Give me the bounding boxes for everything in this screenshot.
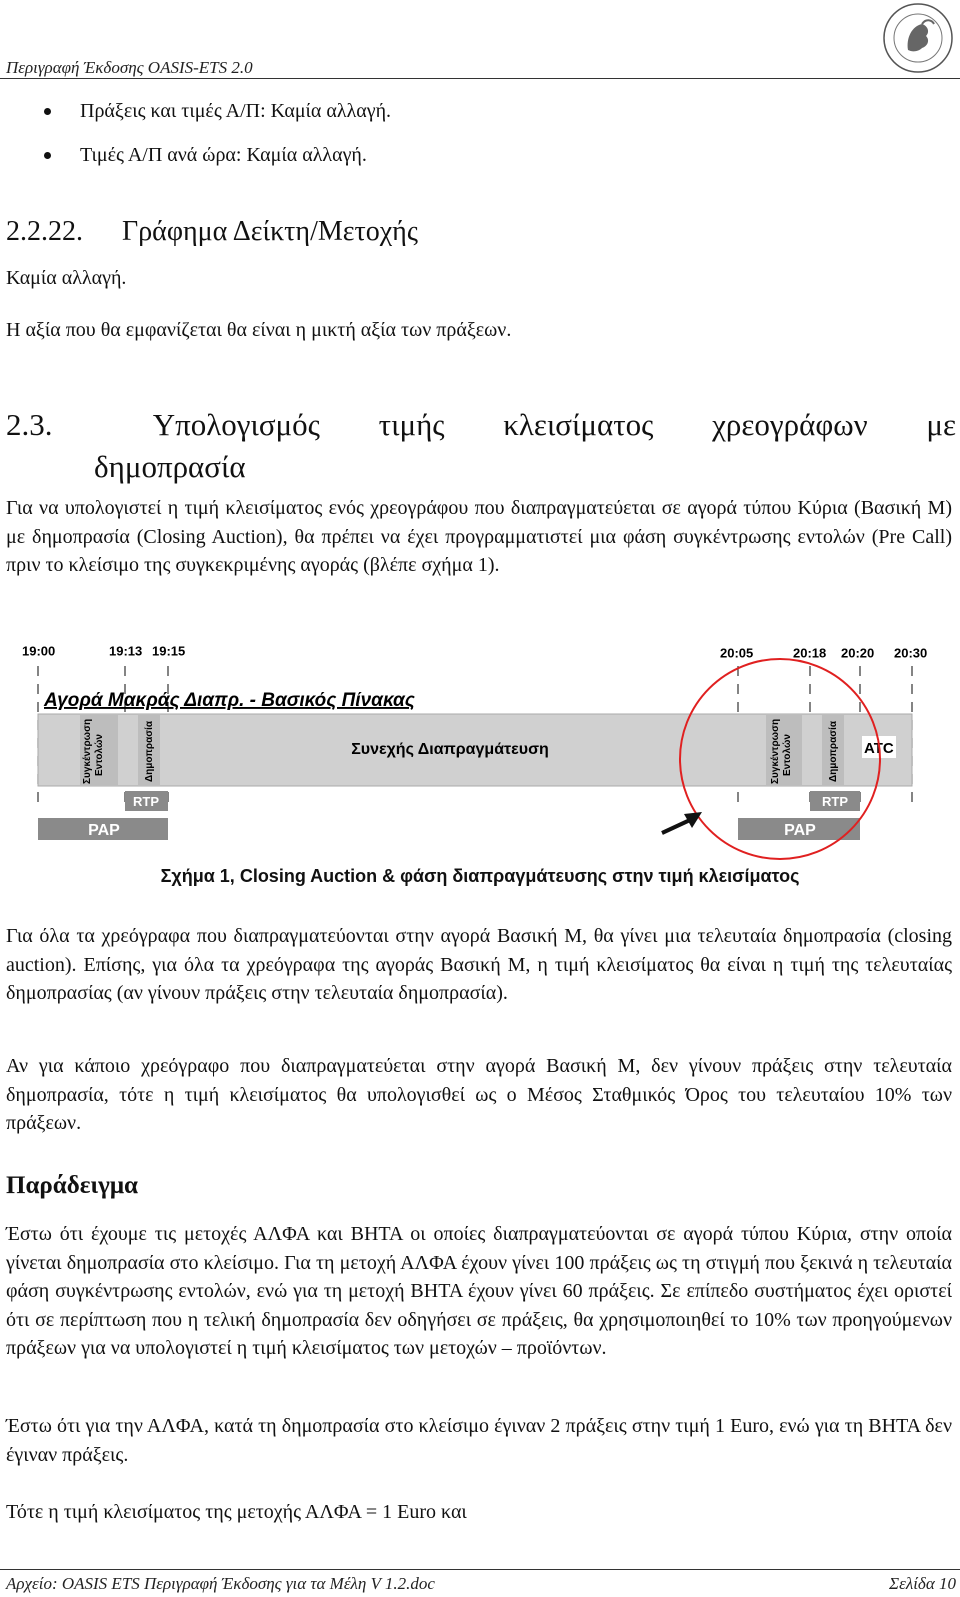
time-label: 20:05 xyxy=(720,645,754,661)
figure-caption: Σχήμα 1, Closing Auction & φάση διαπραγμάτευσης στην τιμή κλεισίματος xyxy=(160,866,800,886)
bullet-list xyxy=(40,96,940,184)
rtp-label: RTP xyxy=(822,794,848,809)
list-item: Τιμές Α/Π ανά ώρα: Καμία αλλαγή. xyxy=(40,140,940,184)
continuous-trading-label: Συνεχής Διαπραγμάτευση xyxy=(351,741,549,758)
time-label: 20:20 xyxy=(841,645,875,661)
time-label: 19:13 xyxy=(109,643,143,659)
time-label: 20:30 xyxy=(894,645,928,661)
section-23-intro: Για να υπολογιστεί η τιμή κλεισίματος ενός χρεογράφου που διαπραγματεύεται σε αγορά τύπου Κύρια (Βασική Μ) με δημοπρασία (Closing Auction), θα πρέπει να έχει προγραμματιστεί μια φάση συγκέντρωσης εντολών (Pre Call) πριν το κλείσιμο της συγκεκριμένης αγοράς (βλέπε σχήμα 1). xyxy=(6,497,952,576)
section-222-line: Η αξία που θα εμφανίζεται θα είναι η μικτή αξία των πράξεων. xyxy=(6,319,512,341)
pre-call-label: Συγκέντρωση xyxy=(82,718,93,784)
header-title: Περιγραφή Έκδοσης OASIS-ETS 2.0 xyxy=(6,58,253,77)
page-number: Σελίδα 10 xyxy=(889,1574,956,1593)
market-title: Αγορά Μακράς Διαπρ. - Βασικός Πίνακας xyxy=(44,690,415,711)
time-label: 19:15 xyxy=(152,643,186,659)
paragraph: Για όλα τα χρεόγραφα που διαπραγματεύονται στην αγορά Βασική Μ, θα γίνει μια τελευταία δημοπρασία (closing auction). Επίσης, για όλα τα χρεόγραφα της αγοράς Βασική Μ, η τιμή κλεισίματος θα είναι η τιμή της τελευταίας δημοπρασίας (αν γίνουν πράξεις στην τελευταία δημοπρασία). xyxy=(6,925,952,1004)
example-heading: Παράδειγμα xyxy=(6,1172,138,1199)
section-222-heading: 2.2.22. Γράφημα Δείκτη/Μετοχής xyxy=(6,216,418,247)
list-item: Πράξεις και τιμές Α/Π: Καμία αλλαγή. xyxy=(40,96,940,140)
paragraph: Έστω ότι για την ΑΛΦΑ, κατά τη δημοπρασία στο κλείσιμο έγιναν 2 πράξεις στην τιμή 1 Euro, ενώ για τη ΒΗΤΑ δεν έγιναν πράξεις. xyxy=(6,1415,952,1466)
bullet-icon xyxy=(44,152,51,159)
auction-label: Δημοπρασία xyxy=(144,720,155,782)
header-rule xyxy=(0,78,960,79)
paragraph: Αν για κάποιο χρεόγραφο που διαπραγματεύεται στην αγορά Βασική Μ, δεν γίνουν πράξεις στην τελευταία δημοπρασία, τότε η τιμή κλεισίματος θα υπολογισθεί ως ο Μέσος Σταθμικός Όρος του τελευταίου 10% των πράξεων. xyxy=(6,1055,952,1134)
arrow-icon xyxy=(662,812,702,833)
pre-call-label: Εντολών xyxy=(94,734,105,776)
time-label: 19:00 xyxy=(22,643,56,659)
auction-label: Δημοπρασία xyxy=(828,720,839,782)
exchange-seal-logo xyxy=(882,2,954,74)
paragraph: Έστω ότι έχουμε τις μετοχές ΑΛΦΑ και ΒΗΤΑ οι οποίες διαπραγματεύονται σε αγορά τύπου Κύρια, στην οποία γίνεται δημοπρασία στο κλείσιμο. Για τη μετοχή ΑΛΦΑ έχουν γίνει 100 πράξεις ως τη στιγμή που ξεκινά η τελευταία φάση συγκέντρωσης εντολών, ενώ για τη μετοχή ΒΗΤΑ έχουν γίνει 60 πράξεις. Σε επίπεδο συστήματος έχει οριστεί ότι σε περίπτωση που η τελική δημοπρασία δεν οδηγήσει σε πράξεις, θα χρησιμοποιηθεί το 10% των προηγούμενων πράξεων για να υπολογιστεί η τιμή κλεισίματος των μετοχών – προϊόντων. xyxy=(6,1223,952,1359)
time-label: 20:18 xyxy=(793,645,827,661)
section-222-line: Καμία αλλαγή. xyxy=(6,267,127,289)
atc-label: ATC xyxy=(864,740,894,757)
bullet-icon xyxy=(44,108,51,115)
pap-label: PAP xyxy=(784,822,816,839)
footer-filename: Αρχείο: OASIS ETS Περιγραφή Έκδοσης για τα Μέλη V 1.2.doc xyxy=(6,1574,435,1593)
section-23-heading: 2.3. Υπολογισμός τιμής κλεισίματος χρεογράφων με δημοπρασία xyxy=(6,407,956,484)
pre-call-label: Εντολών xyxy=(782,734,793,776)
closing-auction-diagram xyxy=(0,640,960,900)
pre-call-label: Συγκέντρωση xyxy=(770,718,781,784)
paragraph: Τότε η τιμή κλεισίματος της μετοχής ΑΛΦΑ = 1 Euro και xyxy=(6,1501,467,1523)
footer-rule xyxy=(0,1569,960,1570)
rtp-label: RTP xyxy=(133,794,159,809)
pap-label: PAP xyxy=(88,822,120,839)
